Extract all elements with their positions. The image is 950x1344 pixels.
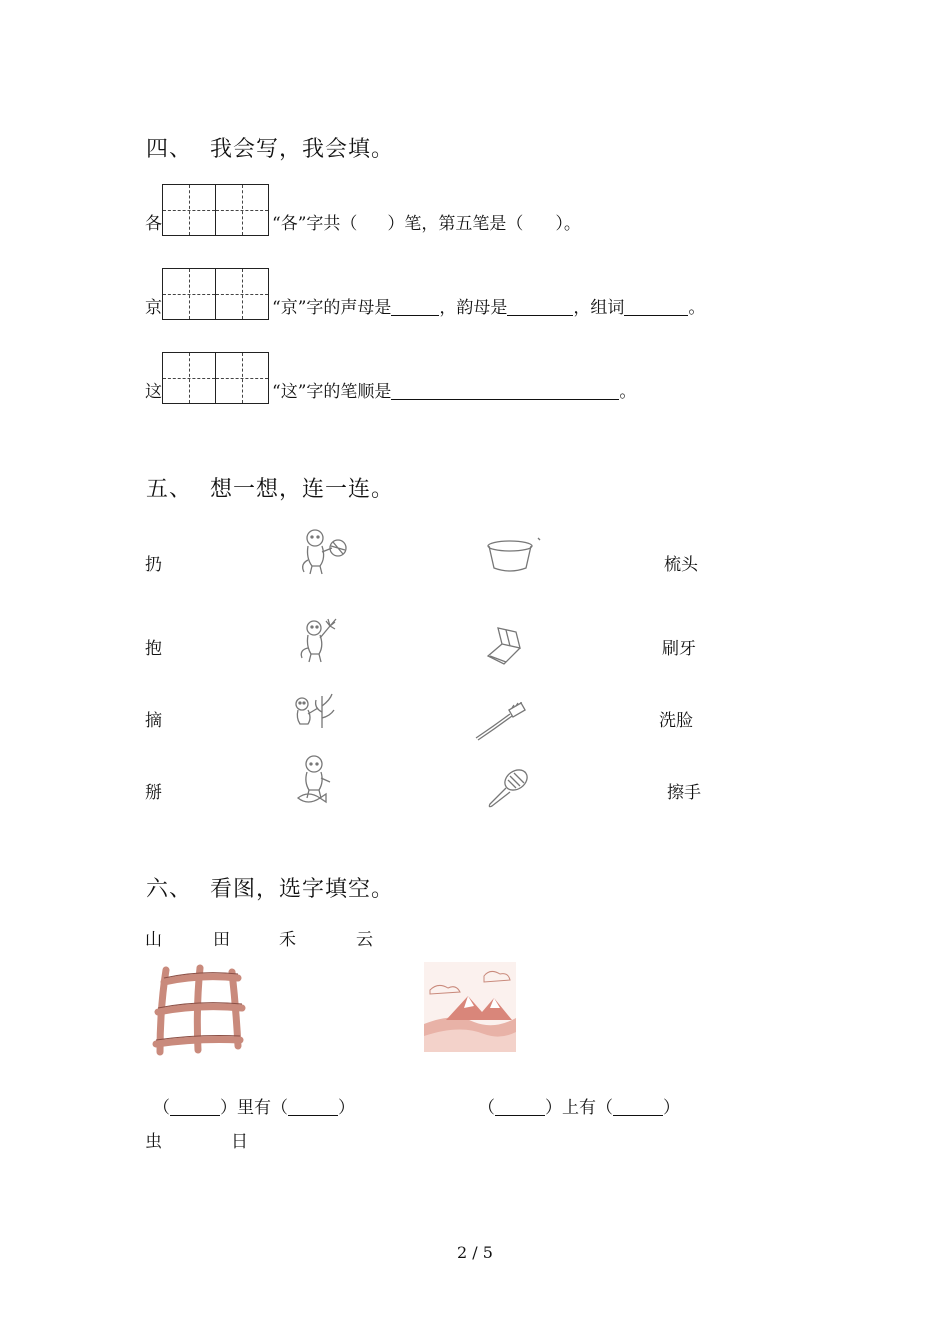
blank-1a[interactable]	[170, 1098, 220, 1116]
blank-2a[interactable]	[495, 1098, 545, 1116]
char-ge: 各	[145, 214, 162, 234]
washbasin-icon	[484, 536, 544, 576]
phrase-cashou: 擦手	[667, 783, 701, 803]
blank-stroke-order[interactable]	[391, 382, 619, 400]
blank-final[interactable]	[507, 298, 573, 316]
section-4-title: 我会写，我会填。	[210, 137, 395, 162]
towel-icon	[482, 622, 530, 668]
section-5-title: 想一想，连一连。	[210, 477, 395, 502]
word-tian: 田	[213, 930, 230, 950]
comb-icon	[482, 766, 532, 810]
blank-sentence-1: （ ）里有（ ）	[153, 1098, 355, 1118]
word-ri: 日	[231, 1132, 248, 1152]
phrase-shutou: 梳头	[664, 555, 698, 575]
mountains-clouds-icon	[424, 962, 516, 1052]
verb-reng: 扔	[145, 555, 162, 575]
verb-bai: 掰	[145, 783, 162, 803]
word-yun: 云	[356, 930, 373, 950]
section-6-heading	[146, 872, 394, 903]
word-chong: 虫	[145, 1132, 162, 1152]
word-he: 禾	[279, 930, 296, 950]
monkey-holding-flower-icon	[296, 610, 344, 664]
section-6-title: 看图，选字填空。	[210, 877, 395, 902]
monkey-picking-plant-icon	[290, 690, 338, 730]
section-6-number: 六、	[146, 877, 193, 902]
toothbrush-icon	[470, 702, 528, 742]
word-shan: 山	[145, 930, 162, 950]
blank-word[interactable]	[624, 298, 688, 316]
blank-initial[interactable]	[391, 298, 439, 316]
section-5-number: 五、	[146, 477, 193, 502]
monkey-with-fish-icon	[294, 754, 338, 806]
char-zhe: 这	[145, 382, 162, 402]
writing-grid-jing[interactable]	[162, 268, 269, 320]
writing-grid-zhe[interactable]	[162, 352, 269, 404]
fill-row-ge: “各”字共（ ）笔，第五笔是（ ）。	[272, 214, 581, 234]
verb-bao: 抱	[145, 639, 162, 659]
blank-1b[interactable]	[288, 1098, 338, 1116]
section-4-heading	[146, 132, 394, 163]
phrase-xilian: 洗脸	[659, 711, 693, 731]
fill-row-jing: “京”字的声母是 ，韵母是 ，组词 。	[272, 298, 706, 318]
verb-zhai: 摘	[145, 711, 162, 731]
section-5-heading	[146, 472, 394, 503]
phrase-shuaya: 刷牙	[662, 639, 696, 659]
writing-grid-ge[interactable]	[162, 184, 269, 236]
fill-row-zhe: “这”字的笔顺是 。	[272, 382, 637, 402]
field-grid-icon	[150, 964, 250, 1056]
monkey-holding-ball-icon	[298, 526, 354, 578]
page-number: 2 / 5	[457, 1243, 493, 1262]
blank-sentence-2: （ ）上有（ ）	[478, 1098, 680, 1118]
section-4-number: 四、	[146, 137, 193, 162]
char-jing: 京	[145, 298, 162, 318]
blank-2b[interactable]	[613, 1098, 663, 1116]
